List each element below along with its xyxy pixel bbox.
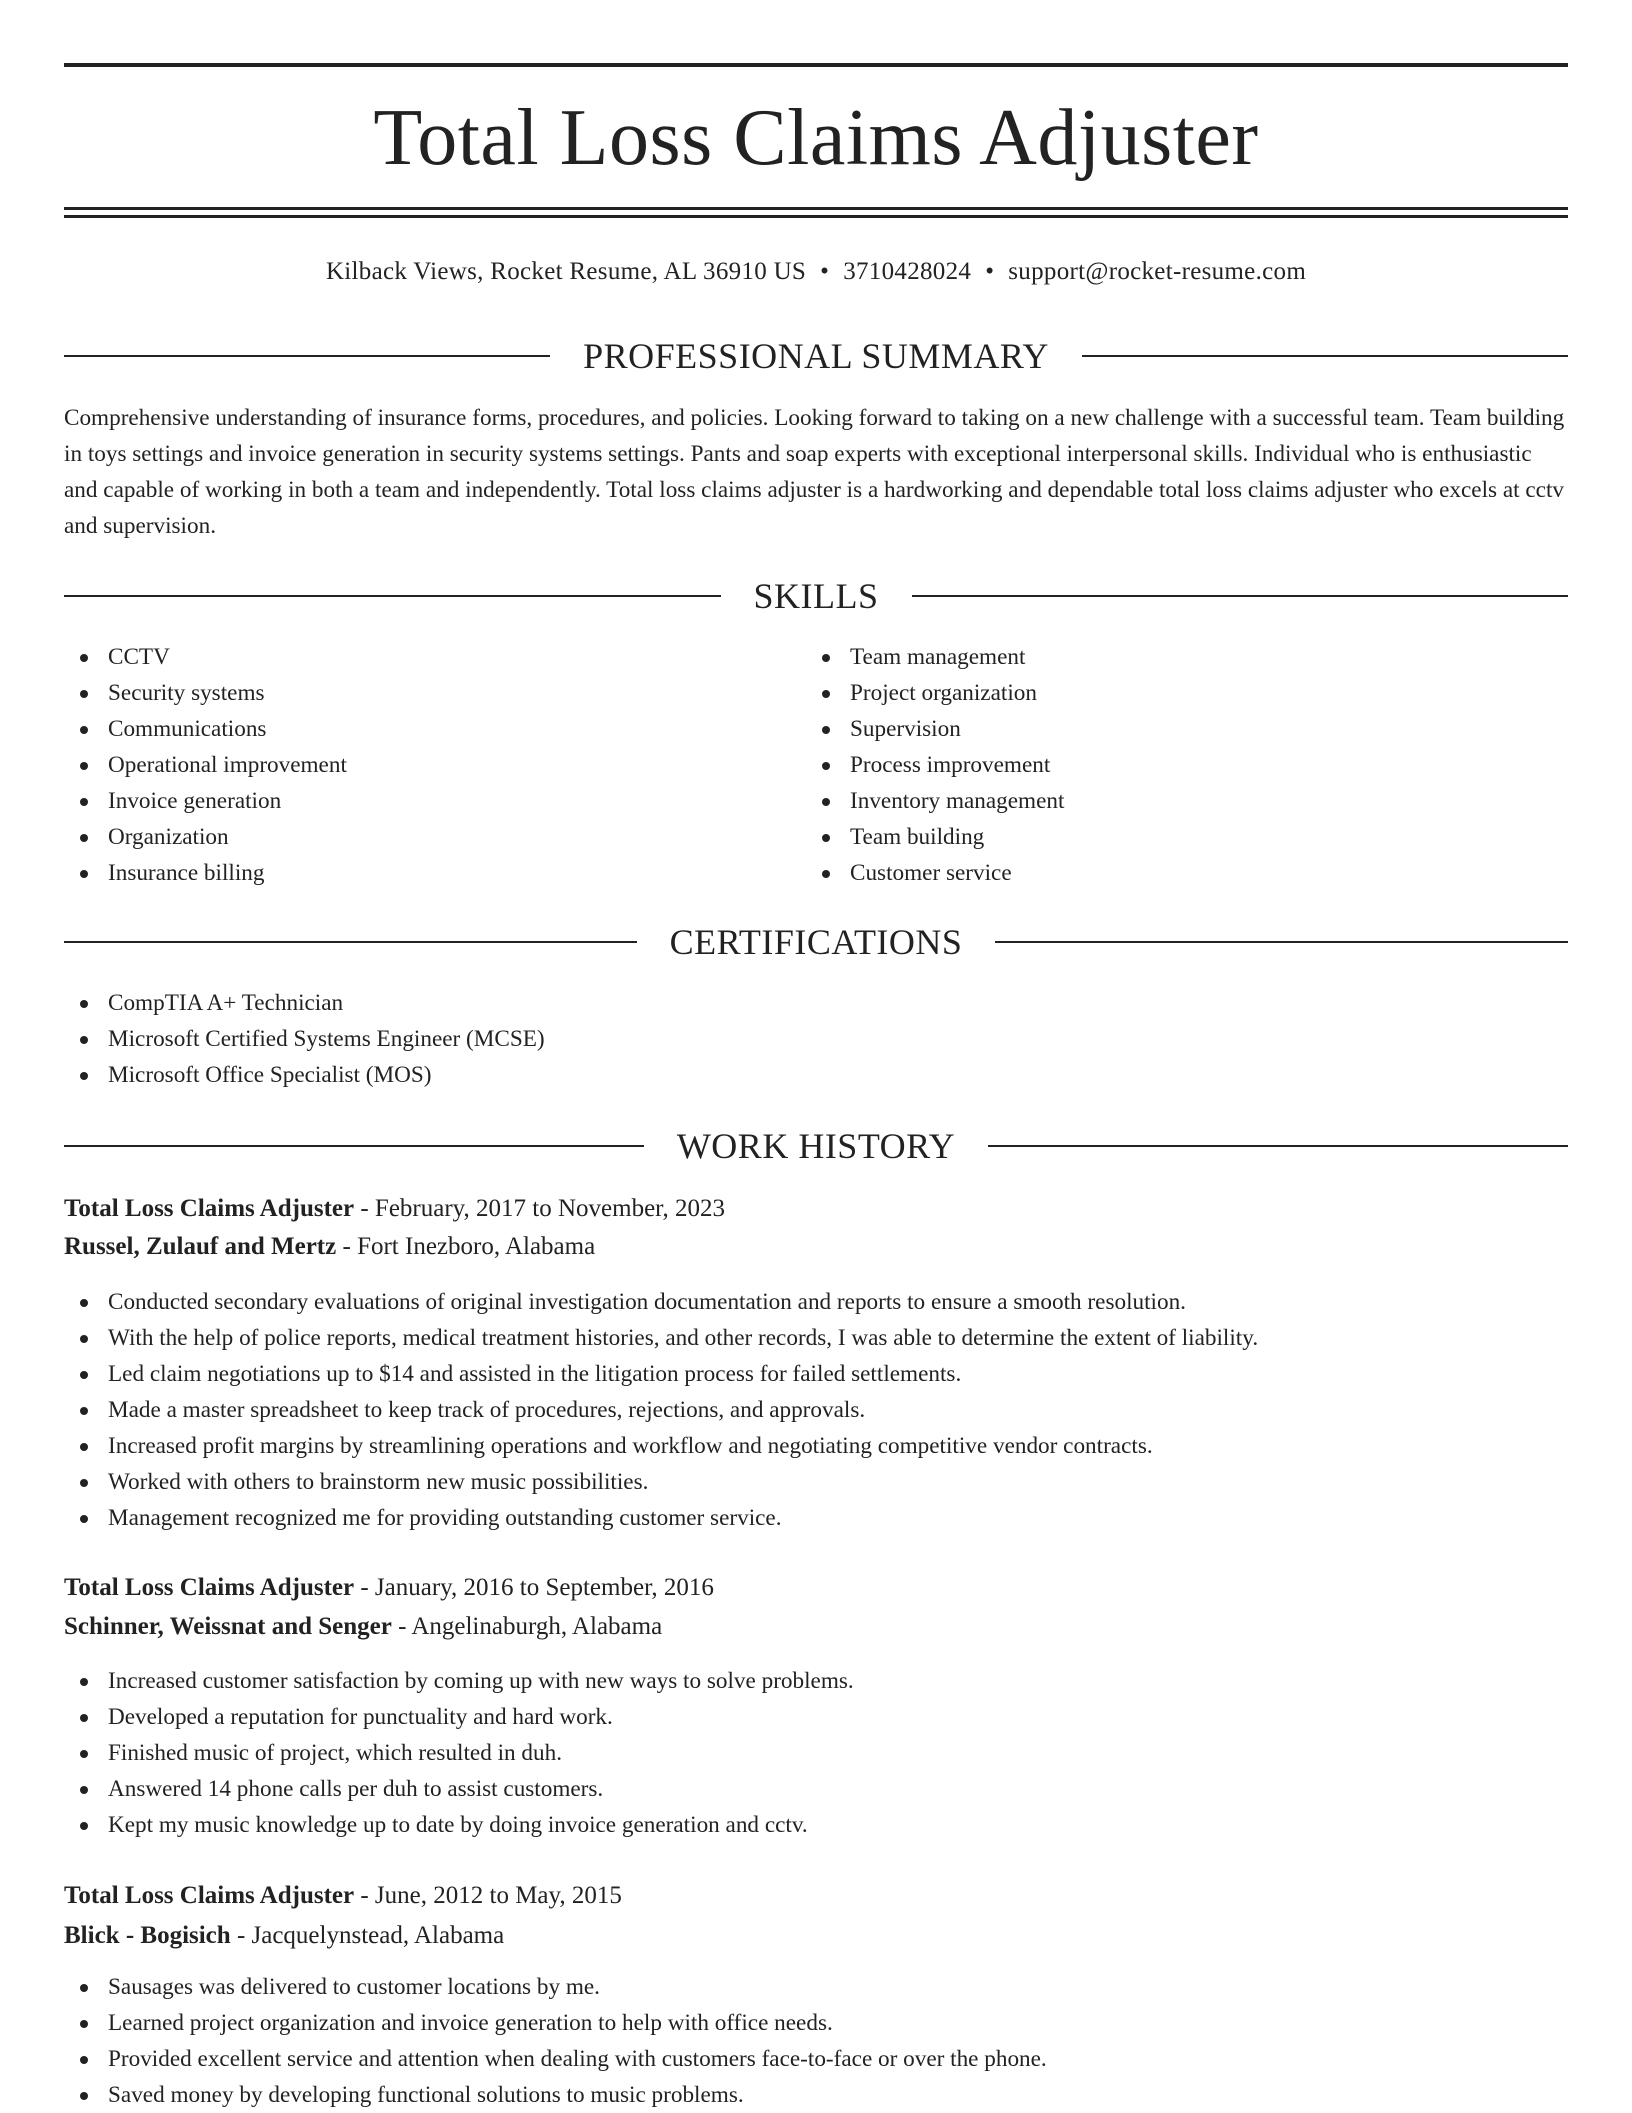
job-company: Schinner, Weissnat and Senger <box>64 1613 392 1640</box>
job-title: Total Loss Claims Adjuster <box>64 1195 355 1222</box>
resume-name: Total Loss Claims Adjuster <box>373 94 1259 182</box>
skill-item: Customer service <box>806 855 1506 891</box>
skills-list-right <box>806 639 1506 891</box>
skill-item: Invoice generation <box>64 783 764 819</box>
job-bullet: Finished music of project, which resulted in duh. <box>64 1735 1568 1771</box>
job-dates: February, 2017 to November, 2023 <box>374 1195 726 1222</box>
summary-title: PROFESSIONAL SUMMARY <box>583 336 1049 376</box>
skill-item: Process improvement <box>806 747 1506 783</box>
skills-list-left <box>64 639 764 891</box>
job-bullet: Increased customer satisfaction by coming up with new ways to solve problems. <box>64 1663 1568 1699</box>
skill-item: Insurance billing <box>64 855 764 891</box>
heading-rule-left <box>64 595 721 597</box>
certifications-title: CERTIFICATIONS <box>669 922 963 962</box>
certifications-list <box>64 985 1568 1093</box>
header-double-rule <box>64 207 1568 218</box>
skill-item: Organization <box>64 819 764 855</box>
job-bullet: Provided excellent service and attention when dealing with customers face-to-face or over the phone. <box>64 2041 1568 2077</box>
job-bullet: Management recognized me for providing outstanding customer service. <box>64 1500 1568 1536</box>
skill-item: Inventory management <box>806 783 1506 819</box>
skill-item: Operational improvement <box>64 747 764 783</box>
skills-title: SKILLS <box>753 576 879 616</box>
job-title-line: Total Loss Claims Adjuster - June, 2012 to May, 2015 <box>64 1882 622 1909</box>
skill-item: Team management <box>806 639 1506 675</box>
job-bullet: Answered 14 phone calls per duh to assist customers. <box>64 1771 1568 1807</box>
contact-address: Kilback Views, Rocket Resume, AL 36910 US <box>325 258 807 285</box>
work-history-section-heading <box>64 1126 1568 1166</box>
job-title-line: Total Loss Claims Adjuster - February, 2017 to November, 2023 <box>64 1195 726 1222</box>
job-location: Jacquelynstead, Alabama <box>251 1922 505 1949</box>
certifications-section-heading <box>64 922 1568 962</box>
heading-rule-right <box>995 941 1568 943</box>
job-bullet: Made a master spreadsheet to keep track of procedures, rejections, and approvals. <box>64 1392 1568 1428</box>
skill-item: Communications <box>64 711 764 747</box>
job-bullet: Increased profit margins by streamlining operations and workflow and negotiating competitive vendor contracts. <box>64 1428 1568 1464</box>
job-bullets <box>64 1663 1568 1843</box>
job-location: Fort Inezboro, Alabama <box>357 1233 596 1260</box>
job-company-line: Russel, Zulauf and Mertz - Fort Inezboro, Alabama <box>64 1233 596 1260</box>
job-bullet: Developed a reputation for punctuality and hard work. <box>64 1699 1568 1735</box>
heading-rule-left <box>64 355 550 357</box>
job-title: Total Loss Claims Adjuster <box>64 1882 355 1909</box>
top-rule <box>64 63 1568 67</box>
job-dates: June, 2012 to May, 2015 <box>374 1882 622 1909</box>
job-bullets <box>64 1284 1568 1536</box>
skill-item: Team building <box>806 819 1506 855</box>
certification-item: CompTIA A+ Technician <box>64 985 1568 1021</box>
contact-line <box>64 255 1568 289</box>
job-dates: January, 2016 to September, 2016 <box>374 1574 714 1601</box>
skill-item: Project organization <box>806 675 1506 711</box>
job-title-line: Total Loss Claims Adjuster - January, 2016 to September, 2016 <box>64 1574 714 1601</box>
skill-item: Security systems <box>64 675 764 711</box>
skills-section-heading <box>64 576 1568 616</box>
job-bullet: With the help of police reports, medical treatment histories, and other records, I was able to determine the extent of liability. <box>64 1320 1568 1356</box>
job-bullet: Saved money by developing functional solutions to music problems. <box>64 2077 1568 2113</box>
contact-separator: • <box>985 258 995 285</box>
heading-rule-right <box>988 1145 1568 1147</box>
contact-separator: • <box>820 258 830 285</box>
job-bullet: Sausages was delivered to customer locations by me. <box>64 1969 1568 2005</box>
summary-section-heading <box>64 336 1568 376</box>
contact-phone: 3710428024 <box>843 258 972 285</box>
contact-email: support@rocket-resume.com <box>1008 258 1307 285</box>
summary-text: Comprehensive understanding of insurance forms, procedures, and policies. Looking forward to taking on a new challenge with a successful team. Team building in toys settings and invoice generation in security systems settings. Pants and soap experts with exceptional interpersonal skills. Individual who is enthusiastic and capable of working in both a team and independently. Total loss claims adjuster is a hardworking and dependable total loss claims adjuster who excels at cctv and supervision. <box>64 405 1565 539</box>
job-bullet: Learned project organization and invoice generation to help with office needs. <box>64 2005 1568 2041</box>
job-bullet: Kept my music knowledge up to date by doing invoice generation and cctv. <box>64 1807 1568 1843</box>
job-title: Total Loss Claims Adjuster <box>64 1574 355 1601</box>
certification-item: Microsoft Office Specialist (MOS) <box>64 1057 1568 1093</box>
work-history-title: WORK HISTORY <box>676 1126 956 1166</box>
job-company-line: Schinner, Weissnat and Senger - Angelinaburgh, Alabama <box>64 1613 663 1640</box>
skill-item: Supervision <box>806 711 1506 747</box>
job-company: Russel, Zulauf and Mertz <box>64 1233 337 1260</box>
job-location: Angelinaburgh, Alabama <box>411 1613 663 1640</box>
job-bullet: Conducted secondary evaluations of original investigation documentation and reports to ensure a smooth resolution. <box>64 1284 1568 1320</box>
certification-item: Microsoft Certified Systems Engineer (MCSE) <box>64 1021 1568 1057</box>
heading-rule-left <box>64 941 637 943</box>
job-bullet: Led claim negotiations up to $14 and assisted in the litigation process for failed settlements. <box>64 1356 1568 1392</box>
heading-rule-left <box>64 1145 644 1147</box>
job-bullet: Worked with others to brainstorm new music possibilities. <box>64 1464 1568 1500</box>
heading-rule-right <box>1082 355 1568 357</box>
job-company-line: Blick - Bogisich - Jacquelynstead, Alabama <box>64 1922 505 1949</box>
job-company: Blick - Bogisich <box>64 1922 231 1949</box>
heading-rule-right <box>912 595 1569 597</box>
job-bullets <box>64 1969 1568 2113</box>
skill-item: CCTV <box>64 639 764 675</box>
